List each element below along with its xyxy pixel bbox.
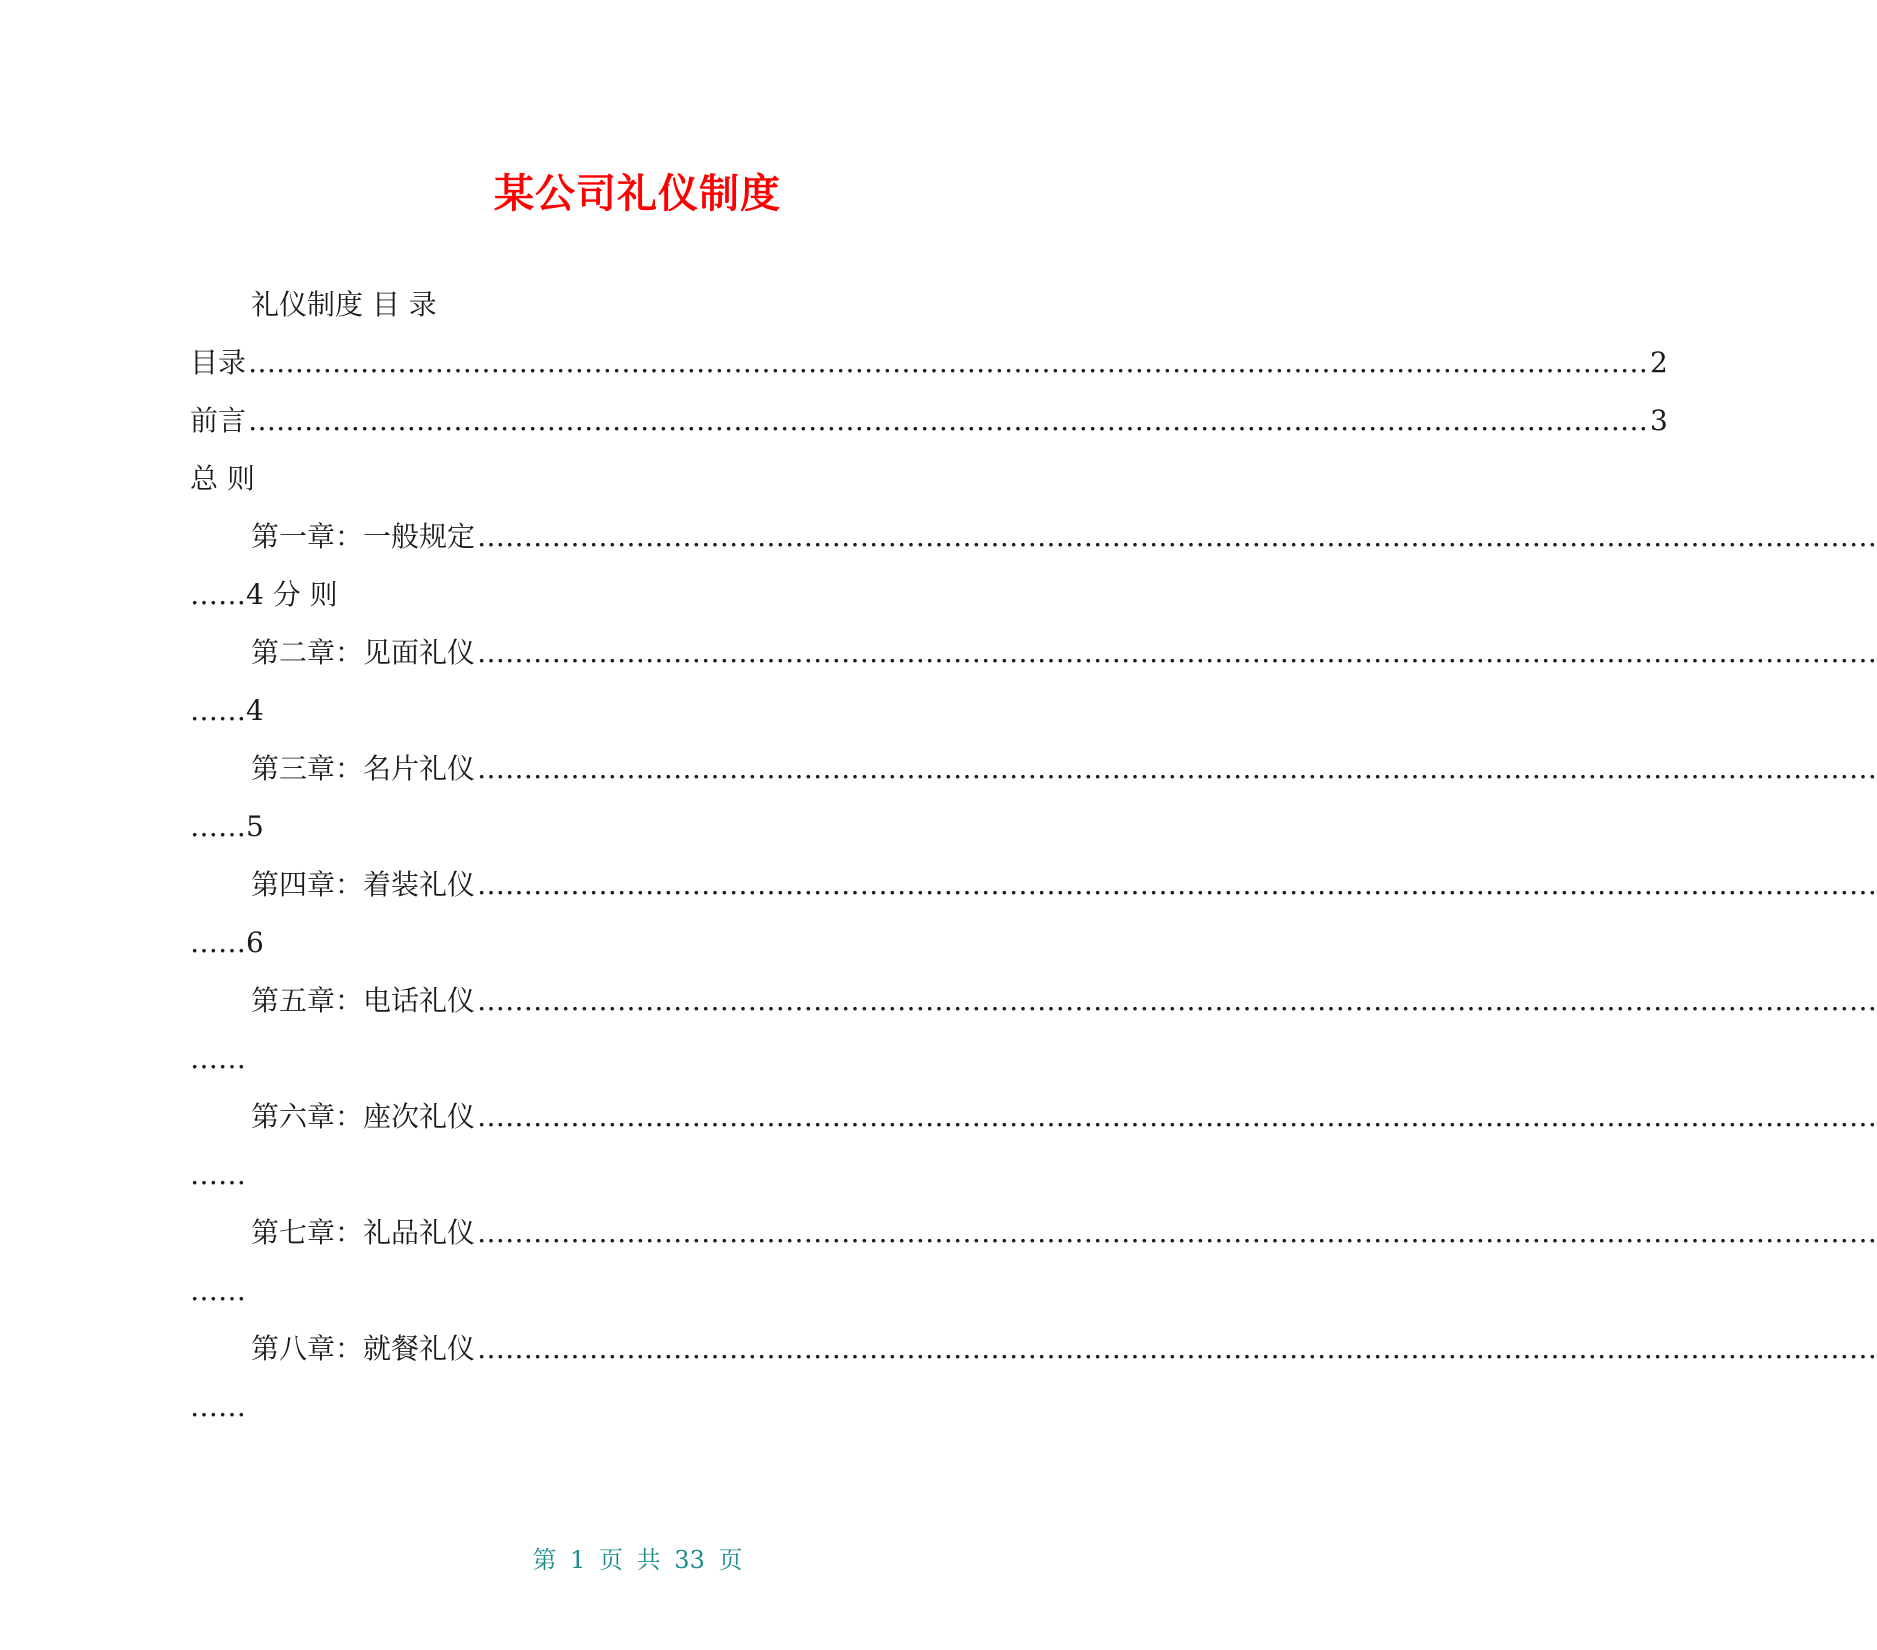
toc-section-zongze: 总 则: [190, 462, 255, 495]
toc-entry-label: 第一章：一般规定: [251, 520, 476, 553]
toc-entry-label: 第三章：名片礼仪: [251, 752, 476, 785]
toc-entry-ch8-cont: ……: [190, 1390, 246, 1423]
toc-entry-ch7: [251, 1213, 1877, 1253]
toc-entry-ch3-cont: ……5: [190, 810, 264, 843]
toc-page-number: 3: [1650, 404, 1668, 437]
toc-entry-ch5-cont: ……: [190, 1042, 246, 1075]
toc-leader: ……………………………………………………………………………………………………………………………………: [477, 868, 1877, 901]
toc-entry-ch6: [251, 1097, 1877, 1137]
toc-entry-ch1-cont: ……4 分 则: [190, 578, 338, 611]
toc-leader: ……………………………………………………………………………………………………………………………………: [477, 1332, 1877, 1365]
toc-leader: ……………………………………………………………………………………………………………………………………: [477, 520, 1877, 553]
toc-entry-ch4: [251, 865, 1877, 905]
toc-entry-label: 第八章：就餐礼仪: [251, 1332, 476, 1365]
toc-leader: ……………………………………………………………………………………………………………………………………: [248, 404, 1649, 437]
toc-entry-mulu: [190, 343, 1668, 383]
toc-entry-qianyan: [190, 401, 1668, 441]
toc-leader: ……………………………………………………………………………………………………………………………………: [477, 1216, 1877, 1249]
toc-entry-label: 第五章：电话礼仪: [251, 984, 476, 1017]
toc-leader: ……………………………………………………………………………………………………………………………………: [248, 346, 1649, 379]
toc-entry-ch2-cont: ……4: [190, 694, 264, 727]
toc-entry-ch4-cont: ……6: [190, 926, 264, 959]
toc-entry-label: 第四章：着装礼仪: [251, 868, 476, 901]
toc-entry-ch7-cont: ……: [190, 1274, 246, 1307]
toc-entry-label: 第六章：座次礼仪: [251, 1100, 476, 1133]
toc-entry-ch1: [251, 517, 1877, 557]
toc-entry-label: 第二章：见面礼仪: [251, 636, 476, 669]
toc-entry-ch8: [251, 1329, 1877, 1369]
toc-leader: ……………………………………………………………………………………………………………………………………: [477, 752, 1877, 785]
toc-page-number: 2: [1650, 346, 1668, 379]
toc-leader: ……………………………………………………………………………………………………………………………………: [477, 1100, 1877, 1133]
toc-entry-label: 前言: [190, 404, 247, 437]
page-footer: 第 1 页 共 33 页: [532, 1546, 743, 1574]
toc-entry-ch6-cont: ……: [190, 1158, 246, 1191]
toc-entry-ch5: [251, 981, 1877, 1021]
toc-leader: ……………………………………………………………………………………………………………………………………: [477, 984, 1877, 1017]
toc-entry-label: 目录: [190, 346, 247, 379]
toc-entry-label: 第七章：礼品礼仪: [251, 1216, 476, 1249]
toc-heading: 礼仪制度 目 录: [251, 288, 437, 321]
toc-leader: ……………………………………………………………………………………………………………………………………: [477, 636, 1877, 669]
toc-entry-ch3: [251, 749, 1877, 789]
toc-entry-ch2: [251, 633, 1877, 673]
document-title: 某公司礼仪制度: [494, 171, 781, 217]
